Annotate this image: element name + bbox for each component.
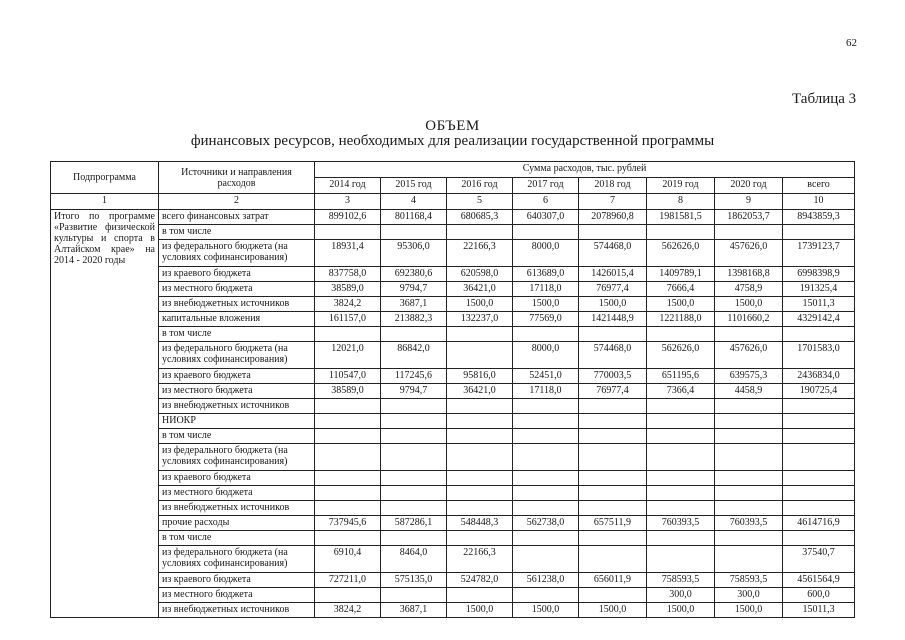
value-cell: 7366,4: [647, 384, 715, 399]
header-row-1: [51, 162, 855, 178]
value-cell: 1426015,4: [579, 267, 647, 282]
value-cell: 1500,0: [647, 297, 715, 312]
value-cell: [381, 414, 447, 429]
value-cell: [447, 399, 513, 414]
value-cell: [579, 414, 647, 429]
value-cell: [447, 342, 513, 369]
source-label: из местного бюджета: [159, 384, 315, 399]
header-year: 2020 год: [715, 178, 783, 194]
value-cell: 4758,9: [715, 282, 783, 297]
value-cell: [315, 414, 381, 429]
value-cell: [647, 531, 715, 546]
column-number: 4: [381, 194, 447, 210]
value-cell: [715, 225, 783, 240]
value-cell: 18931,4: [315, 240, 381, 267]
value-cell: 9794,7: [381, 282, 447, 297]
value-cell: [315, 531, 381, 546]
value-cell: 737945,6: [315, 516, 381, 531]
source-label: из местного бюджета: [159, 282, 315, 297]
header-sources: Источники и направления расходов: [159, 162, 315, 194]
value-cell: [381, 399, 447, 414]
value-cell: [447, 225, 513, 240]
table-label: Таблица 3: [792, 91, 857, 107]
value-cell: 7666,4: [647, 282, 715, 297]
value-cell: 132237,0: [447, 312, 513, 327]
value-cell: [513, 546, 579, 573]
value-cell: [447, 531, 513, 546]
value-cell: 657511,9: [579, 516, 647, 531]
source-label: из краевого бюджета: [159, 471, 315, 486]
value-cell: [513, 327, 579, 342]
header-column-numbers-row: [51, 194, 855, 210]
value-cell: 1739123,7: [783, 240, 855, 267]
value-cell: [381, 531, 447, 546]
value-cell: [315, 327, 381, 342]
header-sum: Сумма расходов, тыс. рублей: [315, 162, 855, 178]
table-row: [51, 588, 855, 603]
value-cell: [513, 531, 579, 546]
source-label: из краевого бюджета: [159, 267, 315, 282]
table-body: [51, 210, 855, 618]
financing-table: [50, 161, 855, 618]
table-row: [51, 501, 855, 516]
value-cell: 36421,0: [447, 384, 513, 399]
value-cell: [715, 429, 783, 444]
page-number: 62: [846, 37, 857, 49]
value-cell: 1398168,8: [715, 267, 783, 282]
table-row: [51, 399, 855, 414]
value-cell: 758593,5: [647, 573, 715, 588]
value-cell: 613689,0: [513, 267, 579, 282]
value-cell: [447, 501, 513, 516]
value-cell: 587286,1: [381, 516, 447, 531]
value-cell: 8000,0: [513, 240, 579, 267]
value-cell: [579, 429, 647, 444]
table-row: [51, 312, 855, 327]
value-cell: [715, 546, 783, 573]
value-cell: 3687,1: [381, 603, 447, 618]
value-cell: [513, 225, 579, 240]
value-cell: 9794,7: [381, 384, 447, 399]
source-label: в том числе: [159, 327, 315, 342]
value-cell: [315, 399, 381, 414]
header-subprogram: Подпрограмма: [51, 162, 159, 194]
column-number: 10: [783, 194, 855, 210]
value-cell: 1101660,2: [715, 312, 783, 327]
value-cell: 692380,6: [381, 267, 447, 282]
value-cell: [381, 429, 447, 444]
value-cell: 562738,0: [513, 516, 579, 531]
value-cell: 95816,0: [447, 369, 513, 384]
value-cell: [579, 327, 647, 342]
value-cell: [447, 414, 513, 429]
value-cell: 1500,0: [715, 297, 783, 312]
value-cell: [315, 501, 381, 516]
value-cell: [579, 486, 647, 501]
source-label: из внебюджетных источников: [159, 603, 315, 618]
value-cell: 213882,3: [381, 312, 447, 327]
value-cell: [447, 429, 513, 444]
value-cell: 3824,2: [315, 297, 381, 312]
value-cell: 1500,0: [579, 297, 647, 312]
value-cell: 770003,5: [579, 369, 647, 384]
document-title: ОБЪЕМ: [425, 118, 480, 134]
value-cell: 651195,6: [647, 369, 715, 384]
value-cell: 15011,3: [783, 603, 855, 618]
table-row: [51, 369, 855, 384]
value-cell: 4458,9: [715, 384, 783, 399]
value-cell: [315, 486, 381, 501]
value-cell: [513, 588, 579, 603]
table-row: [51, 603, 855, 618]
header-year: 2014 год: [315, 178, 381, 194]
value-cell: [579, 546, 647, 573]
value-cell: 801168,4: [381, 210, 447, 225]
value-cell: [447, 471, 513, 486]
value-cell: 4614716,9: [783, 516, 855, 531]
table-row: [51, 429, 855, 444]
value-cell: 1409789,1: [647, 267, 715, 282]
value-cell: 3824,2: [315, 603, 381, 618]
value-cell: [513, 429, 579, 444]
value-cell: [447, 444, 513, 471]
value-cell: 1500,0: [447, 603, 513, 618]
value-cell: 22166,3: [447, 240, 513, 267]
value-cell: [381, 225, 447, 240]
value-cell: 620598,0: [447, 267, 513, 282]
value-cell: [579, 588, 647, 603]
table-row: [51, 486, 855, 501]
value-cell: 300,0: [647, 588, 715, 603]
source-label: из краевого бюджета: [159, 573, 315, 588]
value-cell: 6998398,9: [783, 267, 855, 282]
value-cell: 36421,0: [447, 282, 513, 297]
source-label: из местного бюджета: [159, 588, 315, 603]
value-cell: 574468,0: [579, 240, 647, 267]
value-cell: 457626,0: [715, 240, 783, 267]
value-cell: [579, 399, 647, 414]
value-cell: [715, 486, 783, 501]
value-cell: 1500,0: [579, 603, 647, 618]
value-cell: 110547,0: [315, 369, 381, 384]
value-cell: [447, 327, 513, 342]
value-cell: 191325,4: [783, 282, 855, 297]
table-row: [51, 516, 855, 531]
value-cell: [315, 429, 381, 444]
header-year: 2015 год: [381, 178, 447, 194]
value-cell: 52451,0: [513, 369, 579, 384]
table-row: [51, 267, 855, 282]
value-cell: [715, 501, 783, 516]
value-cell: [447, 486, 513, 501]
value-cell: [783, 486, 855, 501]
value-cell: 1981581,5: [647, 210, 715, 225]
header-year: 2018 год: [579, 178, 647, 194]
value-cell: 3687,1: [381, 297, 447, 312]
value-cell: 639575,3: [715, 369, 783, 384]
value-cell: [579, 531, 647, 546]
value-cell: 38589,0: [315, 282, 381, 297]
table-row: [51, 414, 855, 429]
value-cell: [715, 399, 783, 414]
table-row: [51, 546, 855, 573]
header-year: всего: [783, 178, 855, 194]
value-cell: 2436834,0: [783, 369, 855, 384]
source-label: в том числе: [159, 225, 315, 240]
value-cell: 575135,0: [381, 573, 447, 588]
value-cell: 17118,0: [513, 282, 579, 297]
value-cell: 758593,5: [715, 573, 783, 588]
value-cell: [647, 225, 715, 240]
value-cell: [783, 501, 855, 516]
value-cell: [783, 429, 855, 444]
value-cell: [513, 399, 579, 414]
value-cell: 8943859,3: [783, 210, 855, 225]
value-cell: [783, 531, 855, 546]
value-cell: 161157,0: [315, 312, 381, 327]
value-cell: 117245,6: [381, 369, 447, 384]
value-cell: 561238,0: [513, 573, 579, 588]
value-cell: 1221188,0: [647, 312, 715, 327]
table-row: [51, 471, 855, 486]
value-cell: 574468,0: [579, 342, 647, 369]
source-label: в том числе: [159, 429, 315, 444]
value-cell: 837758,0: [315, 267, 381, 282]
value-cell: 37540,7: [783, 546, 855, 573]
value-cell: [381, 444, 447, 471]
table-row: [51, 297, 855, 312]
value-cell: [647, 327, 715, 342]
value-cell: [783, 327, 855, 342]
table-row: [51, 327, 855, 342]
column-number: 1: [51, 194, 159, 210]
value-cell: [647, 414, 715, 429]
value-cell: 8000,0: [513, 342, 579, 369]
value-cell: 1500,0: [513, 297, 579, 312]
value-cell: [381, 471, 447, 486]
header-year: 2019 год: [647, 178, 715, 194]
value-cell: 760393,5: [715, 516, 783, 531]
value-cell: [315, 444, 381, 471]
source-label: из краевого бюджета: [159, 369, 315, 384]
value-cell: 76977,4: [579, 384, 647, 399]
value-cell: [315, 588, 381, 603]
source-label: прочие расходы: [159, 516, 315, 531]
table-row: [51, 342, 855, 369]
value-cell: 95306,0: [381, 240, 447, 267]
value-cell: 1701583,0: [783, 342, 855, 369]
value-cell: [783, 471, 855, 486]
value-cell: [783, 444, 855, 471]
source-label: всего финансовых затрат: [159, 210, 315, 225]
column-number: 7: [579, 194, 647, 210]
value-cell: 38589,0: [315, 384, 381, 399]
value-cell: 899102,6: [315, 210, 381, 225]
source-label: из местного бюджета: [159, 486, 315, 501]
source-label: НИОКР: [159, 414, 315, 429]
value-cell: 680685,3: [447, 210, 513, 225]
document-subtitle: финансовых ресурсов, необходимых для реализации государственной программы: [190, 133, 715, 149]
value-cell: [579, 471, 647, 486]
value-cell: [647, 429, 715, 444]
source-label: из внебюджетных источников: [159, 297, 315, 312]
source-label: из федерального бюджета (на условиях софинансирования): [159, 546, 315, 573]
value-cell: 76977,4: [579, 282, 647, 297]
value-cell: [715, 414, 783, 429]
value-cell: 8464,0: [381, 546, 447, 573]
column-number: 6: [513, 194, 579, 210]
value-cell: 1500,0: [647, 603, 715, 618]
value-cell: [315, 471, 381, 486]
source-label: из внебюджетных источников: [159, 399, 315, 414]
table-row: [51, 384, 855, 399]
value-cell: 2078960,8: [579, 210, 647, 225]
value-cell: [647, 501, 715, 516]
header-year: 2016 год: [447, 178, 513, 194]
value-cell: [647, 444, 715, 471]
value-cell: [513, 501, 579, 516]
value-cell: 1862053,7: [715, 210, 783, 225]
value-cell: [513, 414, 579, 429]
subprogram-name: Итого по программе «Развитие физической культуры и спорта в Алтайском крае» на 2014 - 2020 годы: [51, 210, 159, 618]
table-row: [51, 531, 855, 546]
value-cell: [783, 414, 855, 429]
table-row: [51, 444, 855, 471]
value-cell: 4561564,9: [783, 573, 855, 588]
header-year: 2017 год: [513, 178, 579, 194]
column-number: 9: [715, 194, 783, 210]
source-label: из федерального бюджета (на условиях софинансирования): [159, 342, 315, 369]
value-cell: [381, 588, 447, 603]
value-cell: 1500,0: [447, 297, 513, 312]
value-cell: [447, 588, 513, 603]
value-cell: 300,0: [715, 588, 783, 603]
value-cell: 548448,3: [447, 516, 513, 531]
value-cell: 524782,0: [447, 573, 513, 588]
value-cell: 1421448,9: [579, 312, 647, 327]
source-label: из федерального бюджета (на условиях софинансирования): [159, 240, 315, 267]
value-cell: [647, 399, 715, 414]
value-cell: 640307,0: [513, 210, 579, 225]
value-cell: [783, 225, 855, 240]
column-number: 8: [647, 194, 715, 210]
value-cell: 15011,3: [783, 297, 855, 312]
value-cell: [579, 444, 647, 471]
value-cell: 77569,0: [513, 312, 579, 327]
value-cell: [783, 399, 855, 414]
value-cell: 1500,0: [513, 603, 579, 618]
value-cell: [513, 471, 579, 486]
table-row: [51, 225, 855, 240]
value-cell: 190725,4: [783, 384, 855, 399]
value-cell: 12021,0: [315, 342, 381, 369]
column-number: 2: [159, 194, 315, 210]
table-row: [51, 282, 855, 297]
value-cell: 6910,4: [315, 546, 381, 573]
value-cell: [715, 444, 783, 471]
value-cell: [715, 327, 783, 342]
value-cell: 457626,0: [715, 342, 783, 369]
value-cell: 22166,3: [447, 546, 513, 573]
value-cell: [647, 546, 715, 573]
source-label: из внебюджетных источников: [159, 501, 315, 516]
column-number: 5: [447, 194, 513, 210]
source-label: из федерального бюджета (на условиях софинансирования): [159, 444, 315, 471]
column-number: 3: [315, 194, 381, 210]
value-cell: [381, 486, 447, 501]
value-cell: 1500,0: [715, 603, 783, 618]
value-cell: 760393,5: [647, 516, 715, 531]
value-cell: [381, 501, 447, 516]
table-row: [51, 210, 855, 225]
value-cell: [715, 531, 783, 546]
value-cell: [579, 501, 647, 516]
value-cell: 17118,0: [513, 384, 579, 399]
value-cell: 562626,0: [647, 342, 715, 369]
table-row: [51, 573, 855, 588]
value-cell: [579, 225, 647, 240]
table-row: [51, 240, 855, 267]
value-cell: 562626,0: [647, 240, 715, 267]
value-cell: [513, 486, 579, 501]
value-cell: 86842,0: [381, 342, 447, 369]
value-cell: [513, 444, 579, 471]
value-cell: 600,0: [783, 588, 855, 603]
value-cell: [647, 486, 715, 501]
value-cell: 727211,0: [315, 573, 381, 588]
source-label: в том числе: [159, 531, 315, 546]
value-cell: [715, 471, 783, 486]
value-cell: [647, 471, 715, 486]
value-cell: [381, 327, 447, 342]
value-cell: 4329142,4: [783, 312, 855, 327]
source-label: капитальные вложения: [159, 312, 315, 327]
value-cell: 656011,9: [579, 573, 647, 588]
value-cell: [315, 225, 381, 240]
